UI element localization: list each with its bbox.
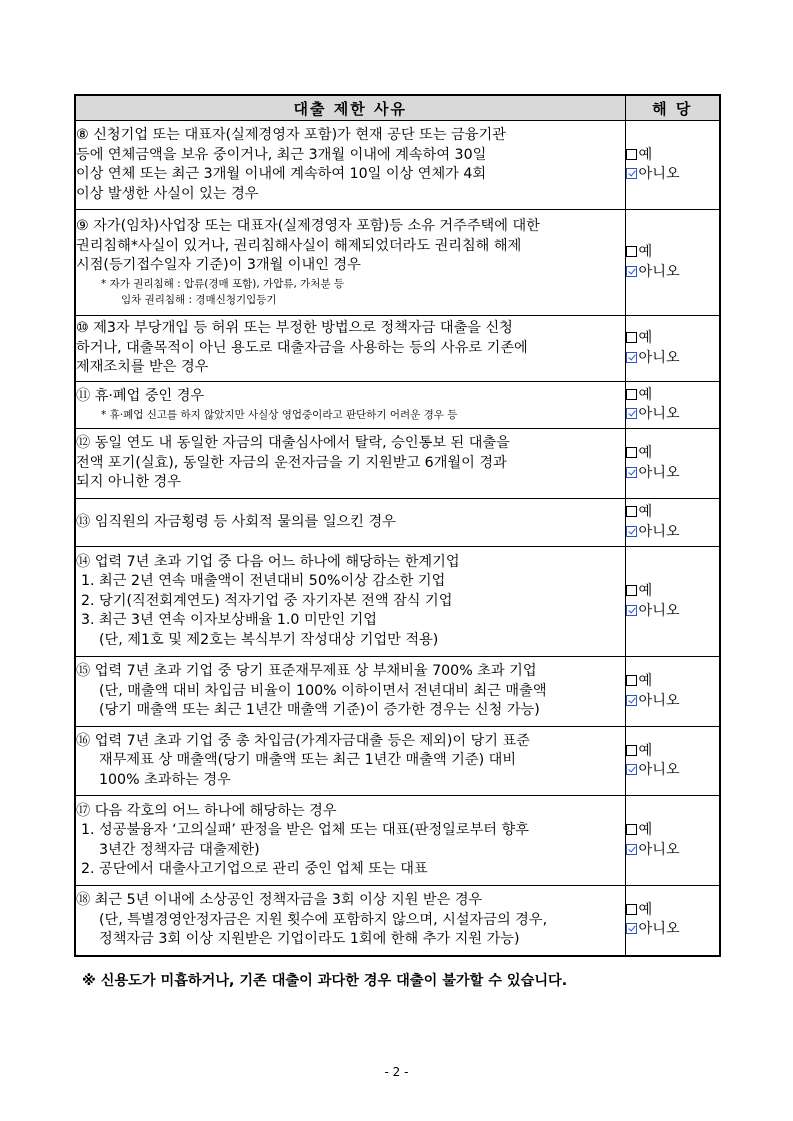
- reason-line: 제재조치를 받은 경우: [76, 359, 209, 376]
- table-row: [75, 886, 720, 956]
- checkbox-checked-icon[interactable]: [626, 526, 637, 537]
- option-no[interactable]: 아니오: [626, 920, 720, 940]
- option-no[interactable]: 아니오: [626, 405, 720, 425]
- option-yes[interactable]: 예: [626, 742, 720, 762]
- option-yes[interactable]: 예: [626, 146, 720, 166]
- applicable-cell: [625, 886, 720, 956]
- reason-line: ⑧ 신청기업 또는 대표자(실제경영자 포함)가 현재 공단 또는 금융기관: [76, 127, 506, 143]
- applicable-cell: [625, 121, 720, 210]
- reason-item: 2. 당기(직전회계연도) 적자기업 중 자기자본 전액 잠식 기업: [81, 592, 453, 609]
- page-number: - 2 -: [384, 1065, 409, 1079]
- table-row: [75, 499, 720, 547]
- reason-line: ⑱ 최근 5년 이내에 소상공인 정책자금을 3회 이상 지원 받은 경우: [76, 892, 483, 908]
- reason-cell: [75, 727, 625, 796]
- option-no[interactable]: 아니오: [626, 165, 720, 185]
- reason-note: 임차 권리침해 : 경매신청기입등기: [121, 293, 277, 306]
- reason-cell: [75, 657, 625, 727]
- checkbox-unchecked-icon[interactable]: [626, 447, 637, 458]
- credit-warning-note: ※ 신용도가 미흡하거나, 기존 대출이 과다한 경우 대출이 불가할 수 있습니다.: [82, 973, 568, 989]
- checkbox-unchecked-icon[interactable]: [626, 585, 637, 596]
- reason-line: 전액 포기(실효), 동일한 자금의 운전자금을 기 지원받고 6개월이 경과: [76, 454, 507, 471]
- reason-item: (당기 매출액 또는 최근 1년간 매출액 기준)이 증가한 경우는 신청 가능): [99, 702, 540, 719]
- reason-item: 정책자금 3회 이상 지원받은 기업이라도 1회에 한해 추가 지원 가능): [99, 931, 520, 947]
- option-no[interactable]: 아니오: [626, 692, 720, 712]
- checkbox-unchecked-icon[interactable]: [626, 246, 637, 257]
- option-yes[interactable]: 예: [626, 243, 720, 263]
- applicable-cell: [625, 796, 720, 886]
- reason-line: 권리침해*사실이 있거나, 권리침해사실이 해제되었더라도 권리침해 해제: [76, 237, 522, 254]
- table-row: [75, 382, 720, 429]
- table-row: [75, 316, 720, 382]
- applicable-cell: [625, 657, 720, 727]
- reason-line: ⑮ 업력 7년 초과 기업 중 당기 표준재무제표 상 부채비율 700% 초과 기업: [76, 663, 537, 680]
- table-row: [75, 657, 720, 727]
- reason-note: * 자가 권리침해 : 압류(경매 포함), 가압류, 가처분 등: [101, 277, 345, 290]
- table-row: [75, 121, 720, 210]
- reason-cell: [75, 547, 625, 657]
- checkbox-checked-icon[interactable]: [626, 764, 637, 775]
- reason-cell: [75, 886, 625, 956]
- option-no[interactable]: 아니오: [626, 464, 720, 484]
- reason-line: ⑩ 제3자 부당개입 등 허위 또는 부정한 방법으로 정책자금 대출을 신청: [76, 320, 513, 337]
- reason-line: 재무제표 상 매출액(당기 매출액 또는 최근 1년간 매출액 기준) 대비: [99, 752, 517, 769]
- reason-cell: [75, 429, 625, 499]
- checkbox-checked-icon[interactable]: [626, 168, 637, 179]
- reason-item: (단, 매출액 대비 차입금 비율이 100% 이하이면서 전년대비 최근 매출액: [99, 682, 547, 699]
- reason-line: 하거나, 대출목적이 아닌 용도로 대출자금을 사용하는 등의 사유로 기존에: [76, 339, 528, 356]
- applicable-cell: [625, 727, 720, 796]
- table-row: [75, 429, 720, 499]
- reason-item: 1. 성공불융자 ‘고의실패’ 판정을 받은 업체 또는 대표(판정일로부터 향후: [81, 822, 529, 838]
- reason-line: 등에 연체금액을 보유 중이거나, 최근 3개월 이내에 계속하여 30일: [76, 146, 487, 163]
- reason-line: ⑫ 동일 연도 내 동일한 자금의 대출심사에서 탈락, 승인통보 된 대출을: [76, 435, 510, 452]
- table-row: [75, 210, 720, 316]
- option-no[interactable]: 아니오: [626, 602, 720, 622]
- reason-line: ⑪ 휴·폐업 중인 경우: [76, 388, 205, 405]
- option-no[interactable]: 아니오: [626, 523, 720, 543]
- reason-item: (단, 제1호 및 제2호는 복식부기 작성대상 기업만 적용): [99, 631, 439, 648]
- reason-item: (단, 특별경영안정자금은 지원 횟수에 포함하지 않으며, 시설자금의 경우,: [99, 911, 548, 928]
- reason-cell: [75, 121, 625, 210]
- checkbox-unchecked-icon[interactable]: [626, 506, 637, 517]
- header-applicable: 해 당: [625, 95, 720, 121]
- reason-line: ⑬ 임직원의 자금횡령 등 사회적 물의를 일으킨 경우: [76, 513, 396, 530]
- option-yes[interactable]: 예: [626, 329, 720, 349]
- option-no[interactable]: 아니오: [626, 761, 720, 781]
- loan-restriction-table: [74, 94, 721, 957]
- option-yes[interactable]: 예: [626, 672, 720, 692]
- option-no[interactable]: 아니오: [626, 263, 720, 283]
- reason-line: 이상 발생한 사실이 있는 경우: [76, 185, 259, 202]
- checkbox-checked-icon[interactable]: [626, 844, 637, 855]
- reason-line: ⑰ 다음 각호의 어느 하나에 해당하는 경우: [76, 802, 337, 819]
- table-row: [75, 547, 720, 657]
- reason-item: 3. 최근 3년 연속 이자보상배율 1.0 미만인 기업: [81, 612, 377, 629]
- applicable-cell: [625, 382, 720, 429]
- reason-item: 2. 공단에서 대출사고기업으로 관리 중인 업체 또는 대표: [81, 861, 428, 877]
- checkbox-unchecked-icon[interactable]: [626, 149, 637, 160]
- table-row: [75, 796, 720, 886]
- applicable-cell: [625, 429, 720, 499]
- checkbox-unchecked-icon[interactable]: [626, 332, 637, 343]
- checkbox-unchecked-icon[interactable]: [626, 675, 637, 686]
- checkbox-checked-icon[interactable]: [626, 923, 637, 934]
- option-no[interactable]: 아니오: [626, 349, 720, 369]
- reason-cell: [75, 210, 625, 316]
- option-yes[interactable]: 예: [626, 901, 720, 921]
- reason-line: ⑯ 업력 7년 초과 기업 중 총 차입금(가계자금대출 등은 제외)이 당기 표준: [76, 732, 530, 749]
- option-yes[interactable]: 예: [626, 503, 720, 523]
- reason-line: 되지 아니한 경우: [76, 474, 181, 491]
- applicable-cell: [625, 210, 720, 316]
- reason-line: 시점(등기접수일자 기준)이 3개월 이내인 경우: [76, 257, 361, 274]
- reason-note: * 휴·폐업 신고를 하지 않았지만 사실상 영업중이라고 판단하기 어려운 경우 등: [101, 408, 458, 421]
- option-yes[interactable]: 예: [626, 582, 720, 602]
- option-no[interactable]: 아니오: [626, 841, 720, 861]
- reason-cell: [75, 316, 625, 382]
- reason-line: ⑨ 자가(임차)사업장 또는 대표자(실제경영자 포함)등 소유 거주주택에 대한: [76, 218, 540, 235]
- reason-item: 1. 최근 2년 연속 매출액이 전년대비 50%이상 감소한 기업: [81, 573, 446, 590]
- applicable-cell: [625, 499, 720, 547]
- checkbox-checked-icon[interactable]: [626, 352, 637, 363]
- checkbox-unchecked-icon[interactable]: [626, 745, 637, 756]
- checkbox-checked-icon[interactable]: [626, 266, 637, 277]
- checkbox-unchecked-icon[interactable]: [626, 824, 637, 835]
- checkbox-unchecked-icon[interactable]: [626, 904, 637, 915]
- reason-line: ⑭ 업력 7년 초과 기업 중 다음 어느 하나에 해당하는 한계기업: [76, 553, 460, 570]
- reason-cell: [75, 499, 625, 547]
- reason-item: 3년간 정책자금 대출제한): [99, 841, 260, 858]
- reason-cell: [75, 382, 625, 429]
- reason-cell: [75, 796, 625, 886]
- option-yes[interactable]: 예: [626, 821, 720, 841]
- checkbox-unchecked-icon[interactable]: [626, 389, 637, 400]
- checkbox-checked-icon[interactable]: [626, 605, 637, 616]
- table-row: [75, 727, 720, 796]
- checkbox-checked-icon[interactable]: [626, 467, 637, 478]
- applicable-cell: [625, 547, 720, 657]
- header-reason: 대출 제한 사유: [75, 95, 625, 121]
- option-yes[interactable]: 예: [626, 386, 720, 406]
- reason-line: 100% 초과하는 경우: [99, 771, 231, 788]
- checkbox-checked-icon[interactable]: [626, 695, 637, 706]
- reason-line: 이상 연체 또는 최근 3개월 이내에 계속하여 10일 이상 연체가 4회: [76, 166, 487, 182]
- applicable-cell: [625, 316, 720, 382]
- checkbox-checked-icon[interactable]: [626, 408, 637, 419]
- option-yes[interactable]: 예: [626, 444, 720, 464]
